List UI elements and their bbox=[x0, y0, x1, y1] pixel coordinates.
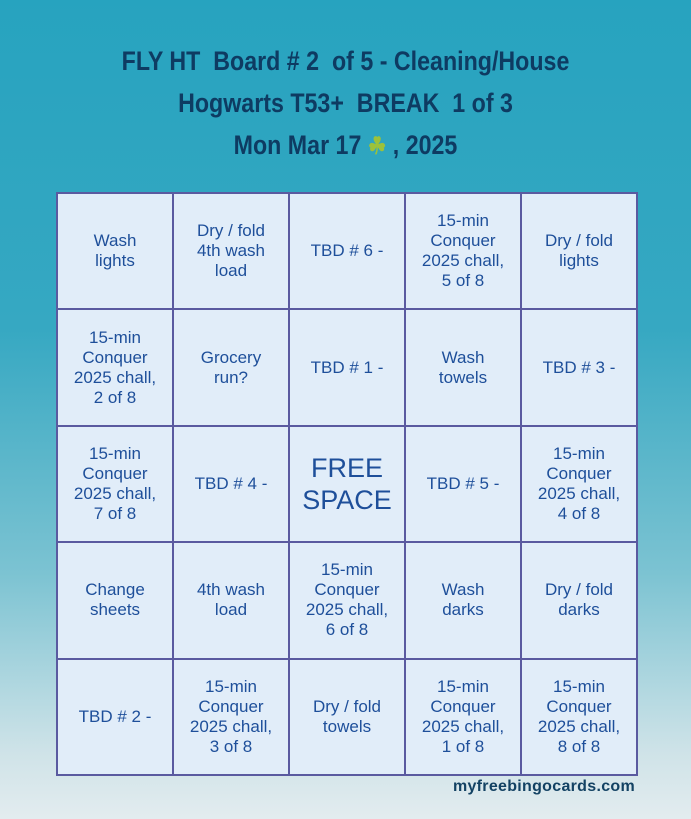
title-line-2: Hogwarts T53+ BREAK 1 of 3 bbox=[178, 88, 513, 118]
bingo-cell-5-1[interactable]: TBD # 2 - bbox=[58, 660, 172, 774]
site-watermark: myfreebingocards.com bbox=[452, 778, 635, 795]
bingo-cell-5-4[interactable]: 15-min Conquer 2025 chall, 1 of 8 bbox=[406, 660, 520, 774]
bingo-cell-1-2[interactable]: Dry / fold 4th wash load bbox=[174, 194, 288, 308]
bingo-cell-4-3[interactable]: 15-min Conquer 2025 chall, 6 of 8 bbox=[290, 543, 404, 657]
free-space-cell[interactable]: FREE SPACE bbox=[290, 427, 404, 541]
bingo-cell-3-5[interactable]: 15-min Conquer 2025 chall, 4 of 8 bbox=[522, 427, 636, 541]
bingo-cell-4-1[interactable]: Change sheets bbox=[58, 543, 172, 657]
title-date: Mon Mar 17 bbox=[233, 130, 368, 160]
bingo-cell-4-2[interactable]: 4th wash load bbox=[174, 543, 288, 657]
bingo-board bbox=[56, 192, 638, 776]
bingo-cell-1-5[interactable]: Dry / fold lights bbox=[522, 194, 636, 308]
bingo-cell-1-3[interactable]: TBD # 6 - bbox=[290, 194, 404, 308]
bingo-cell-2-2[interactable]: Grocery run? bbox=[174, 310, 288, 424]
bingo-cell-4-5[interactable]: Dry / fold darks bbox=[522, 543, 636, 657]
bingo-cell-3-4[interactable]: TBD # 5 - bbox=[406, 427, 520, 541]
bingo-cell-2-3[interactable]: TBD # 1 - bbox=[290, 310, 404, 424]
title-line-1: FLY HT Board # 2 of 5 - Cleaning/House bbox=[121, 46, 570, 76]
bingo-cell-2-4[interactable]: Wash towels bbox=[406, 310, 520, 424]
bingo-cell-5-3[interactable]: Dry / fold towels bbox=[290, 660, 404, 774]
bingo-cell-5-2[interactable]: 15-min Conquer 2025 chall, 3 of 8 bbox=[174, 660, 288, 774]
bingo-cell-1-4[interactable]: 15-min Conquer 2025 chall, 5 of 8 bbox=[406, 194, 520, 308]
bingo-cell-1-1[interactable]: Wash lights bbox=[58, 194, 172, 308]
bingo-cell-2-5[interactable]: TBD # 3 - bbox=[522, 310, 636, 424]
shamrock-icon: ☘ bbox=[367, 133, 387, 160]
board-title bbox=[48, 40, 642, 168]
title-line-3 bbox=[48, 124, 642, 168]
bingo-cell-3-2[interactable]: TBD # 4 - bbox=[174, 427, 288, 541]
bingo-cell-2-1[interactable]: 15-min Conquer 2025 chall, 2 of 8 bbox=[58, 310, 172, 424]
bingo-cell-5-5[interactable]: 15-min Conquer 2025 chall, 8 of 8 bbox=[522, 660, 636, 774]
bingo-cell-4-4[interactable]: Wash darks bbox=[406, 543, 520, 657]
title-year: , 2025 bbox=[386, 130, 458, 160]
bingo-cell-3-1[interactable]: 15-min Conquer 2025 chall, 7 of 8 bbox=[58, 427, 172, 541]
